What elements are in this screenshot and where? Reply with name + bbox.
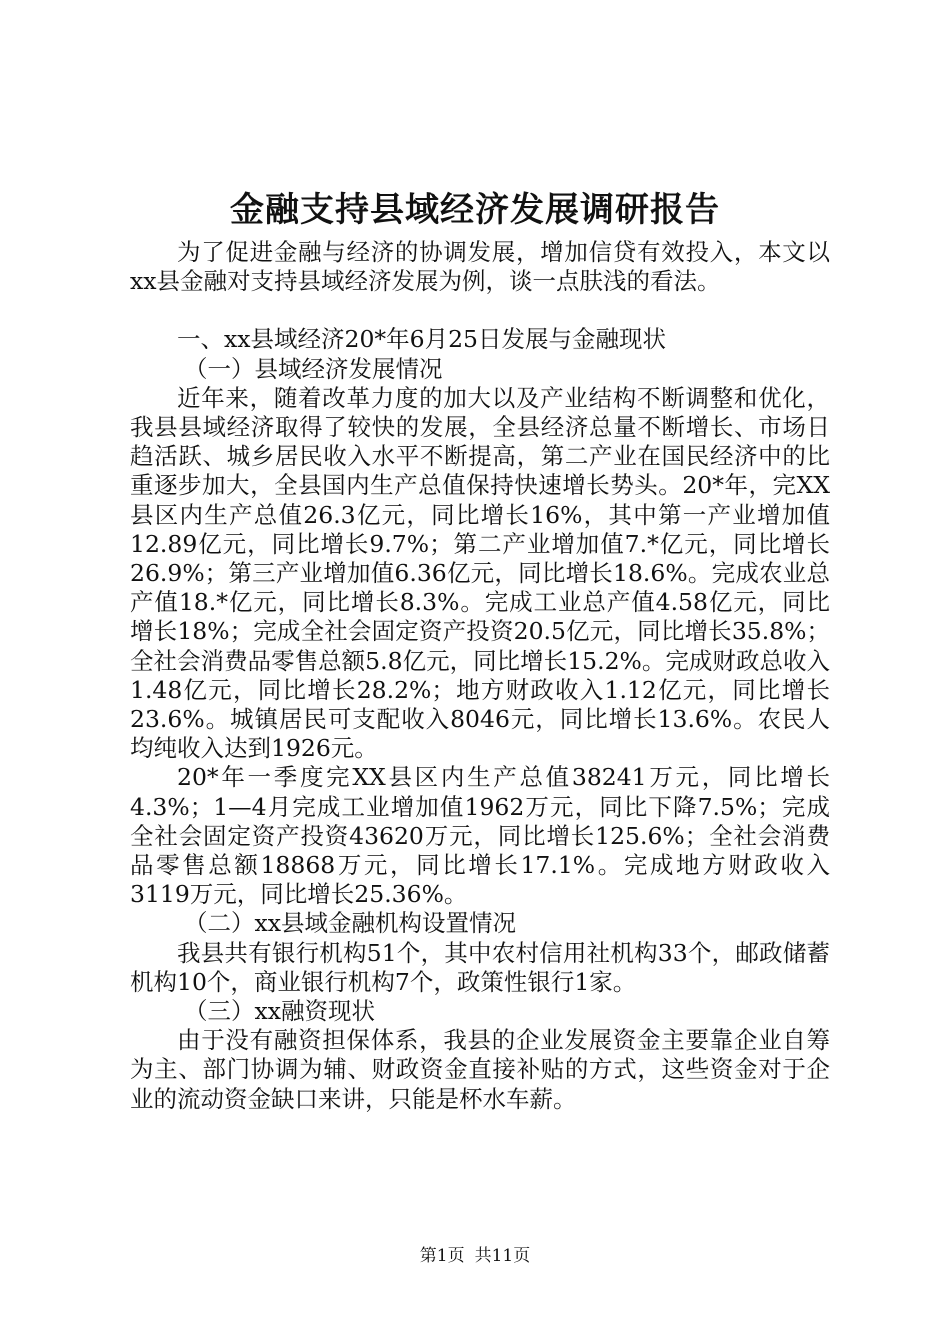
body-paragraph: 我县共有银行机构51个，其中农村信用社机构33个，邮政储蓄机构10个，商业银行机构7个，政策性银行1家。: [130, 938, 830, 996]
intro-paragraph: 为了促进金融与经济的协调发展，增加信贷有效投入，本文以xx县金融对支持县域经济发展为例，谈一点肤浅的看法。: [130, 238, 830, 296]
document-title: 金融支持县域经济发展调研报告: [230, 190, 720, 230]
body-paragraph: 由于没有融资担保体系，我县的企业发展资金主要靠企业自筹为主、部门协调为辅、财政资金直接补贴的方式，这些资金对于企业的流动资金缺口来讲，只能是杯水车薪。: [130, 1026, 830, 1113]
page-number: 第1页: [419, 1246, 465, 1266]
subsection-heading-1: （一）县域经济发展情况: [184, 354, 443, 383]
page-count: 共11页: [474, 1246, 531, 1266]
subsection-heading-2: （二）xx县域金融机构设置情况: [184, 909, 517, 938]
body-paragraph: 20*年一季度完XX县区内生产总值38241万元，同比增长4.3%；1—4月完成工业增加值1962万元，同比下降7.5%；完成全社会固定资产投资43620万元，同比增长125.6%；全社会消费品零售总额18868万元，同比增长17.1%。完成地方财政收入3119万元，同比增长25.36%。: [130, 763, 830, 909]
page-footer: [0, 1244, 950, 1268]
subsection-heading-3: （三）xx融资现状: [184, 997, 376, 1026]
body-paragraph: 近年来，随着改革力度的加大以及产业结构不断调整和优化，我县县域经济取得了较快的发展，全县经济总量不断增长、市场日趋活跃、城乡居民收入水平不断提高，第二产业在国民经济中的比重逐步加大，全县国内生产总值保持快速增长势头。20*年，完XX县区内生产总值26.3亿元，同比增长16%，其中第一产业增加值12.89亿元，同比增长9.7%；第二产业增加值7.*亿元，同比增长26.9%；第三产业增加值6.36亿元，同比增长18.6%。完成农业总产值18.*亿元，同比增长8.3%。完成工业总产值4.58亿元，同比增长18%；完成全社会固定资产投资20.5亿元，同比增长35.8%；全社会消费品零售总额5.8亿元，同比增长15.2%。完成财政总收入1.48亿元，同比增长28.2%；地方财政收入1.12亿元，同比增长23.6%。城镇居民可支配收入8046元，同比增长13.6%。农民人均纯收入达到1926元。: [130, 383, 830, 763]
document-body: [130, 238, 830, 1114]
section-heading-1: 一、xx县域经济20*年6月25日发展与金融现状: [177, 325, 667, 354]
